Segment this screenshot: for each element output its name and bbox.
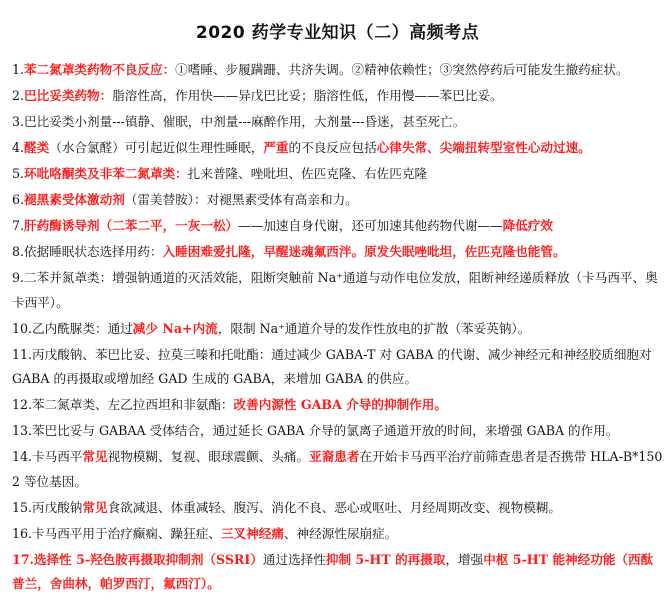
- key-point-item: [12, 343, 663, 392]
- body-text: 12.苯二氮䓬类、左乙拉西坦和非氨酯：: [12, 397, 234, 412]
- highlighted-text: 肝药酶诱导剂（二苯二平，一灰一松）: [24, 218, 239, 233]
- highlighted-text: 入睡困难爱扎隆，早醒迷魂氟西泮。原发失眠唑吡坦，佐匹克隆也能管。: [162, 244, 566, 259]
- key-point-item: [12, 522, 663, 547]
- body-text: 14.卡马西平: [12, 449, 83, 464]
- key-point-item: [12, 266, 663, 315]
- body-text: 在开始卡马西平治疗前筛查患者是否携带 HLA-B*1502 等位基因。: [12, 449, 663, 489]
- body-text: 9.二苯并氮䓬类：增强钠通道的灭活效能，阻断突触前 Na⁺通道与动作电位发放，阻断神经递质释放（卡马西平、奥卡西平）。: [12, 270, 658, 310]
- body-text: ——加速自身代谢，还可加速其他药物代谢——: [238, 218, 503, 233]
- highlighted-text: 心律失常、尖端扭转型室性心动过速。: [376, 140, 591, 155]
- highlighted-text: 选择性 5-羟色胺再摄取抑制剂（SSRI）: [33, 551, 263, 567]
- body-text: 3.巴比妥类小剂量---镇静、催眠，中剂量---麻醉作用，大剂量---昏迷，甚至死亡。: [12, 114, 466, 129]
- key-point-item: [12, 240, 663, 265]
- body-text: 2.: [12, 88, 25, 103]
- body-text: 、神经源性尿崩症。: [283, 525, 398, 541]
- body-text: 15.丙戊酸钠: [12, 499, 83, 515]
- body-text: 13.苯巴比妥与 GABAA 受体结合，通过延长 GABA 介导的氯离子通道开放的时间，来增强 GABA 的作用。: [12, 423, 619, 438]
- highlighted-text: 降低疗效: [502, 218, 553, 233]
- page-title: 2020 药学专业知识（二）高频考点: [195, 23, 480, 43]
- body-text: 的不良反应包括: [288, 140, 377, 155]
- body-text: 视物模糊、复视、眼球震颤、头痛。: [107, 449, 310, 464]
- body-text: 脂溶性高，作用快——异戊巴比妥；脂溶性低，作用慢——苯巴比妥。: [112, 88, 503, 103]
- key-point-item: [12, 419, 663, 444]
- highlighted-text: 三叉神经痛: [220, 525, 284, 541]
- key-point-item: [12, 445, 663, 494]
- body-text: 1.: [12, 62, 25, 77]
- key-point-item: [12, 317, 663, 342]
- body-text: 4.: [12, 140, 25, 155]
- highlighted-text: 抑制 5-HT 的再摄取: [325, 551, 446, 567]
- highlighted-text: 醛类: [24, 140, 50, 155]
- highlighted-text: 中枢 5-HT 能神经功能（西酞普兰，舍曲林，帕罗西汀，氟西汀）。: [12, 551, 654, 591]
- key-point-item: [12, 162, 663, 187]
- body-text: 10.乙内酰脲类：通过: [12, 320, 133, 336]
- highlighted-text: 常见: [82, 499, 108, 515]
- body-text: 16.卡马西平用于治疗癫痫、躁狂症、: [12, 525, 221, 541]
- highlighted-text: 改善内源性 GABA 介导的抑制作用。: [233, 397, 447, 412]
- body-text: ，限制 Na⁺通道介导的发作性放电的扩散（苯妥英钠）。: [217, 320, 531, 336]
- key-point-item: [12, 548, 663, 597]
- body-text: （雷美替胺）：对褪黑素受体有高亲和力。: [124, 192, 358, 207]
- body-text: 5.: [12, 166, 25, 181]
- key-point-item: [12, 188, 663, 213]
- highlighted-text: 减少 Na+内流: [132, 320, 218, 336]
- body-text: ①嗜睡、步履蹒跚、共济失调。②精神依赖性；③突然停药后可能发生撤药症状。: [175, 62, 629, 77]
- key-point-item: [12, 496, 663, 521]
- highlighted-text: 亚裔患者: [309, 449, 360, 464]
- body-text: 通过选择性: [262, 551, 326, 567]
- key-point-item: [12, 84, 663, 109]
- body-text: 8.依据睡眠状态选择用药：: [12, 244, 163, 259]
- body-text: （水合氯醛）可引起近似生理性睡眠，: [49, 140, 264, 155]
- body-text: ，增强: [445, 551, 484, 567]
- body-text: 7.: [12, 218, 25, 233]
- key-points-list: [12, 58, 663, 597]
- highlighted-text: 严重: [263, 140, 289, 155]
- key-point-item: [12, 110, 663, 135]
- body-text: 6.: [12, 192, 25, 207]
- key-point-item: [12, 136, 663, 161]
- highlighted-text: 常见: [82, 449, 108, 464]
- key-point-item: [12, 214, 663, 239]
- highlighted-text: 褪黑素受体激动剂: [24, 192, 125, 207]
- highlighted-text: 17.: [12, 551, 34, 567]
- body-text: 11.丙戊酸钠、苯巴比妥、拉莫三嗪和托吡酯：通过减少 GABA-T 对 GABA 的代谢、减少神经元和神经胶质细胞对 GABA 的再摄取或增加经 GAD 生成的 GABA，来增加 GABA 的供应。: [12, 346, 652, 386]
- body-text: 扎来普隆、唑吡坦、佐匹克隆、右佐匹克隆: [187, 166, 428, 181]
- highlighted-text: 环吡咯酮类及非苯二氮䓬类：: [24, 166, 188, 181]
- highlighted-text: 巴比妥类药物：: [24, 88, 113, 103]
- body-text: 食欲减退、体重减轻、腹泻、消化不良、恶心或呕吐、月经周期改变、视物模糊。: [107, 499, 561, 515]
- key-point-item: [12, 58, 663, 83]
- highlighted-text: 苯二氮䓬类药物不良反应：: [24, 62, 176, 77]
- key-point-item: [12, 393, 663, 418]
